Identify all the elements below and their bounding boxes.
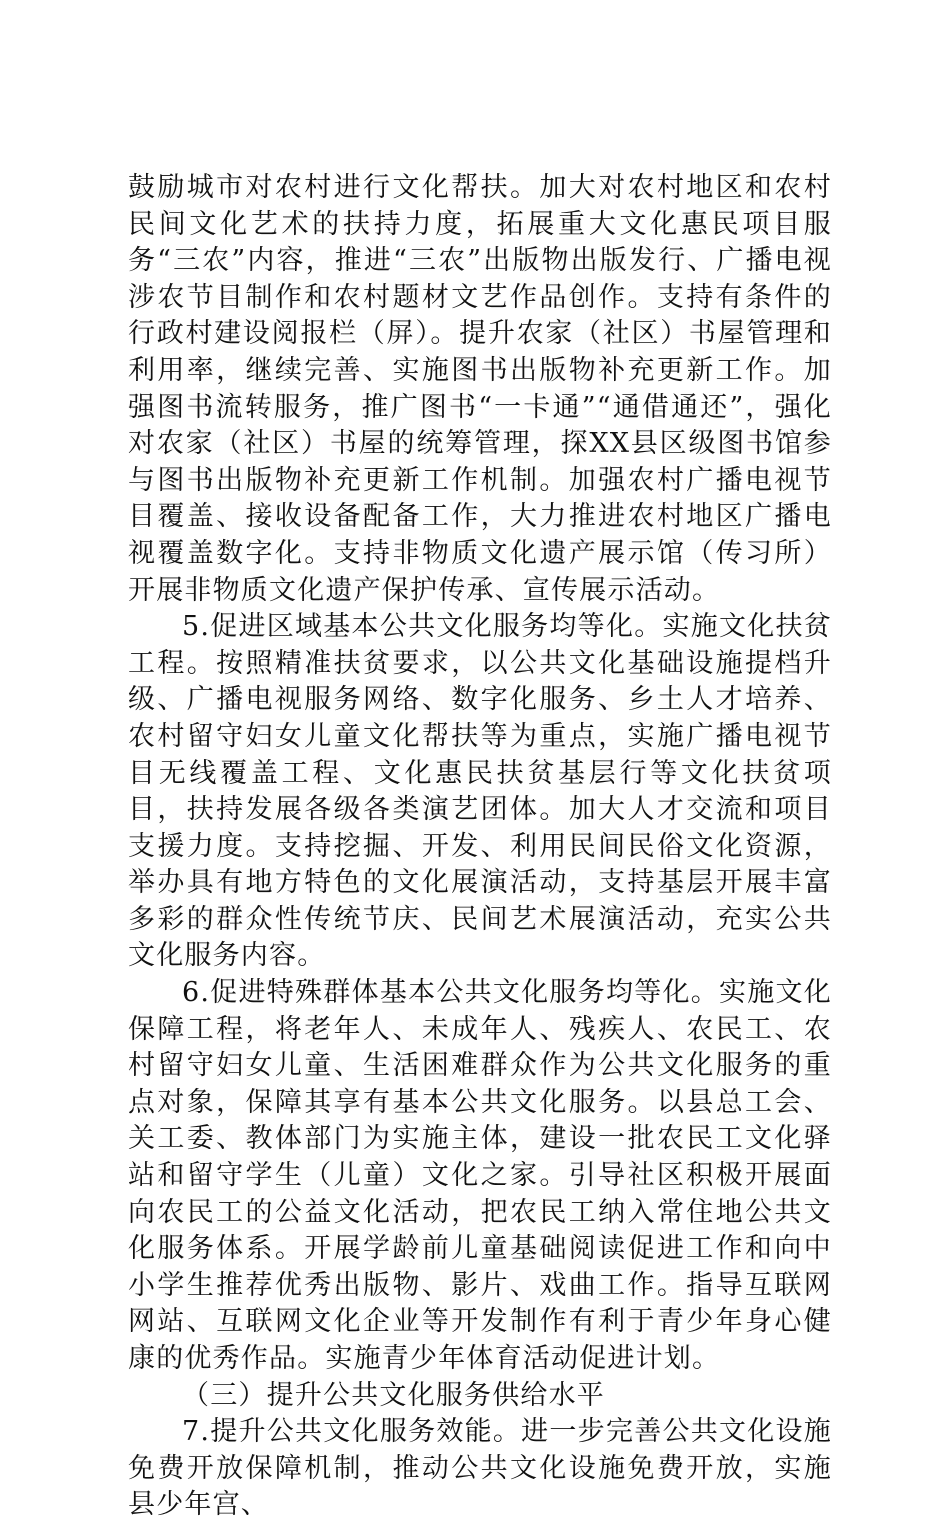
paragraph-item-6: 6.促进特殊群体基本公共文化服务均等化。实施文化保障工程，将老年人、未成年人、残疾人、农民工、农村留守妇女儿童、生活困难群众作为公共文化服务的重点对象，保障其享有基本公共文化服务。以县总工会、关工委、教体部门为实施主体，建设一批农民工文化驿站和留守学生（儿童）文化之家。引导社区积极开展面向农民工的公益文化活动，把农民工纳入常住地公共文化服务体系。开展学龄前儿童基础阅读促进工作和向中小学生推荐优秀出版物、影片、戏曲工作。指导互联网网站、互联网文化企业等开发制作有利于青少年身心健康的优秀作品。实施青少年体育活动促进计划。 — [128, 977, 832, 1374]
section-heading: （三）提升公共文化服务供给水平 — [182, 1379, 605, 1411]
paragraph-item-5: 5.促进区域基本公共文化服务均等化。实施文化扶贫工程。按照精准扶贫要求，以公共文化基础设施提档升级、广播电视服务网络、数字化服务、乡土人才培养、农村留守妇女儿童文化帮扶等为重点，实施广播电视节目无线覆盖工程、文化惠民扶贫基层行等文化扶贫项目，扶持发展各级各类演艺团体。加大人才交流和项目支援力度。支持挖掘、开发、利用民间民俗文化资源，举办具有地方特色的文化展演活动，支持基层开展丰富多彩的群众性传统节庆、民间艺术展演活动，充实公共文化服务内容。 — [128, 611, 832, 972]
document-body — [128, 170, 832, 1524]
paragraph-continued: 鼓励城市对农村进行文化帮扶。加大对农村地区和农村民间文化艺术的扶持力度，拓展重大文化惠民项目服务“三农”内容，推进“三农”出版物出版发行、广播电视涉农节目制作和农村题材文艺作品创作。支持有条件的行政村建设阅报栏（屏）。提升农家（社区）书屋管理和利用率，继续完善、实施图书出版物补充更新工作。加强图书流转服务，推广图书“一卡通”“通借通还”，强化对农家（社区）书屋的统筹管理，探XX县区级图书馆参与图书出版物补充更新工作机制。加强农村广播电视节目覆盖、接收设备配备工作，大力推进农村地区广播电视覆盖数字化。支持非物质文化遗产展示馆（传习所）开展非物质文化遗产保护传承、宣传展示活动。 — [128, 172, 832, 606]
paragraph-item-7: 7.提升公共文化服务效能。进一步完善公共文化设施免费开放保障机制，推动公共文化设施免费开放，实施县少年宫、 — [128, 1416, 832, 1521]
